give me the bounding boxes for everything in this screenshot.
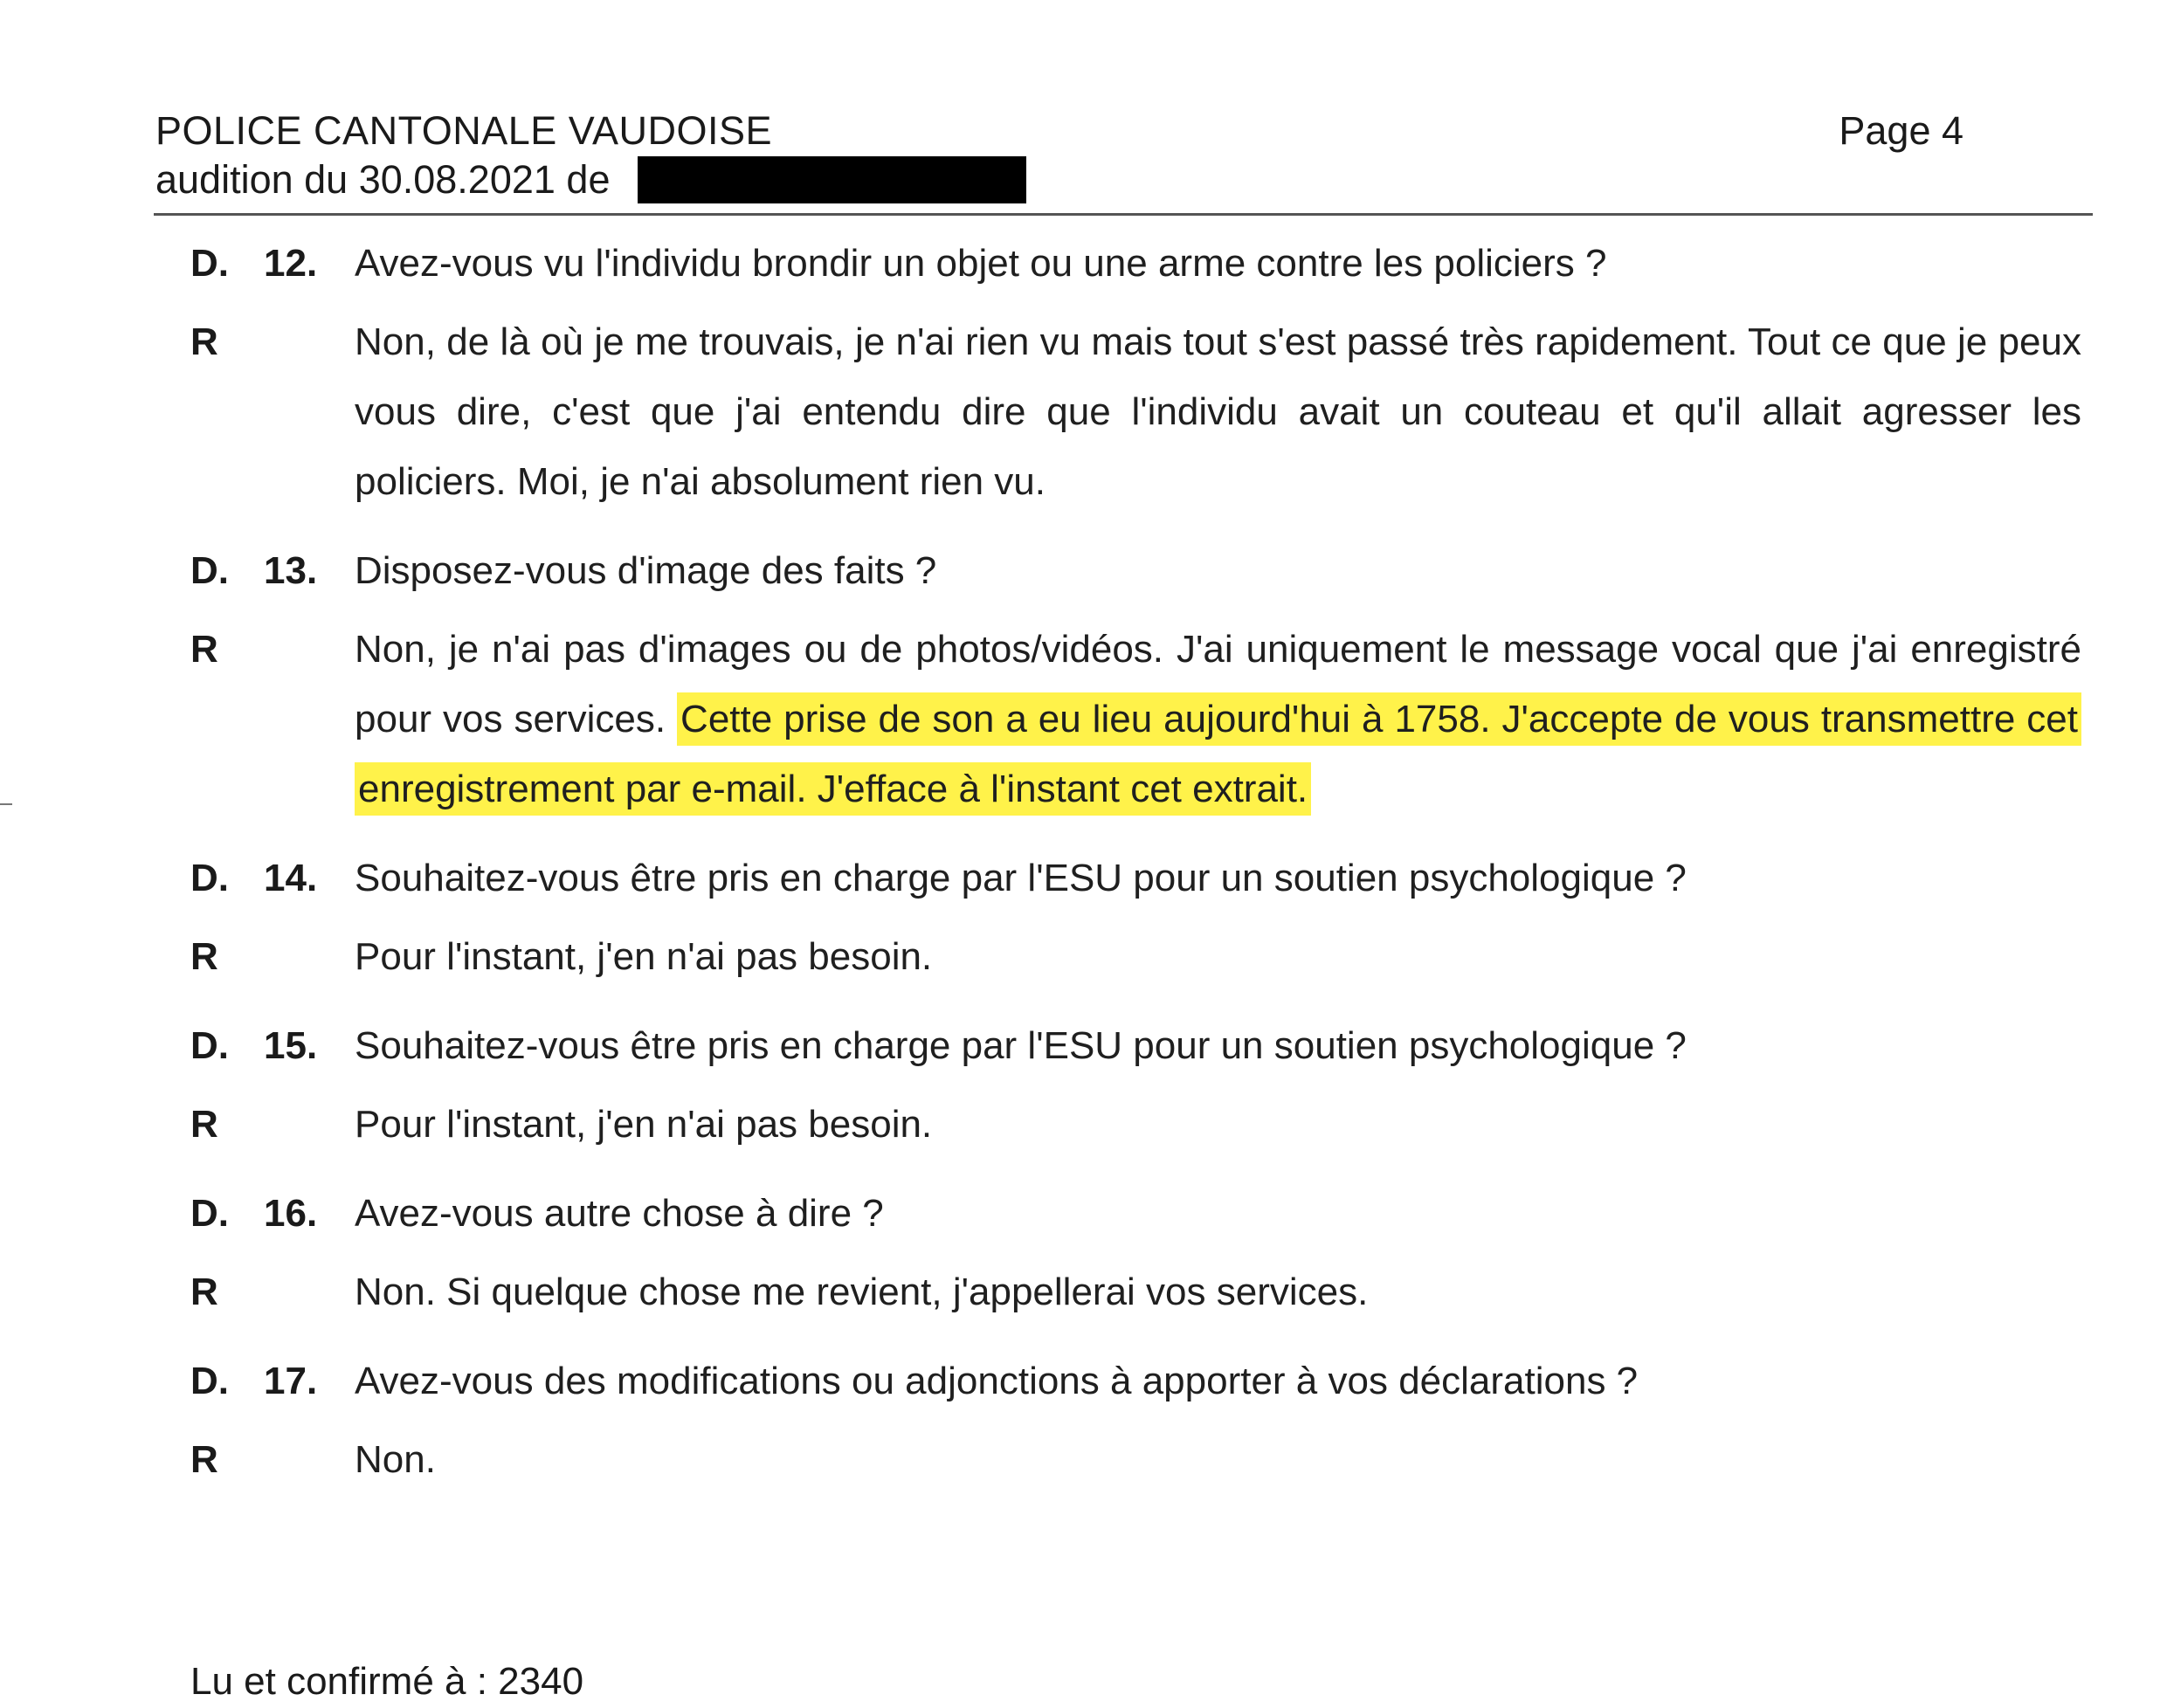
answer-row — [190, 615, 2081, 824]
question-marker: D. — [190, 857, 229, 899]
question-text: Souhaitez-vous être pris en charge par l'ESU pour un soutien psychologique ? — [355, 1024, 1687, 1067]
question-row — [190, 229, 2081, 299]
answer-text: Non, de là où je me trouvais, je n'ai rien vu mais tout s'est passé très rapidement. Tout ce que je peux vous dire, c'est que j'ai entendu dire que l'individu avait un couteau et qu'il allait agresser les policiers. Moi, je n'ai absolument rien vu. — [355, 320, 2081, 503]
answer-text: Non. — [355, 1438, 436, 1481]
organization-name: POLICE CANTONALE VAUDOISE — [155, 108, 773, 153]
answer-marker: R — [190, 1271, 218, 1313]
qa-entry-12 — [190, 229, 2081, 517]
question-text: Avez-vous vu l'individu brondir un objet ou une arme contre les policiers ? — [355, 242, 1607, 285]
answer-marker: R — [190, 935, 218, 978]
highlighted-answer-text: Cette prise de son a eu lieu aujourd'hui à 1758. J'accepte de vous transmettre cet enregistrement par e-mail. J'efface à l'instant cet extrait. — [355, 692, 2081, 816]
question-text: Avez-vous autre chose à dire ? — [355, 1192, 884, 1235]
question-number: 12. — [264, 242, 318, 285]
question-text: Disposez-vous d'image des faits ? — [355, 549, 937, 592]
question-row — [190, 1011, 2081, 1081]
answer-marker: R — [190, 320, 218, 363]
answer-row — [190, 1425, 2081, 1495]
question-number: 16. — [264, 1192, 318, 1235]
question-row — [190, 1346, 2081, 1416]
closing-confirmation: Lu et confirmé à : 2340 — [190, 1660, 584, 1703]
question-number: 13. — [264, 549, 318, 592]
qa-entry-14 — [190, 844, 2081, 992]
question-number: 17. — [264, 1360, 318, 1402]
question-text: Avez-vous des modifications ou adjonctions à apporter à vos déclarations ? — [355, 1360, 1639, 1402]
qa-entry-15 — [190, 1011, 2081, 1160]
audition-line — [155, 155, 1963, 204]
question-text: Souhaitez-vous être pris en charge par l'ESU pour un soutien psychologique ? — [355, 857, 1687, 899]
question-number: 15. — [264, 1024, 318, 1067]
qa-entry-16 — [190, 1179, 2081, 1327]
question-marker: D. — [190, 549, 229, 592]
answer-text: Pour l'instant, j'en n'ai pas besoin. — [355, 1103, 933, 1146]
qa-entry-13 — [190, 536, 2081, 824]
document-header — [155, 107, 1963, 204]
answer-row — [190, 1090, 2081, 1160]
question-row — [190, 536, 2081, 606]
margin-mark — [0, 803, 12, 805]
question-row — [190, 844, 2081, 913]
question-number: 14. — [264, 857, 318, 899]
question-marker: D. — [190, 1192, 229, 1235]
answer-text-block — [355, 615, 2081, 824]
redaction-block — [638, 156, 1026, 203]
question-marker: D. — [190, 1024, 229, 1067]
question-marker: D. — [190, 242, 229, 285]
qa-entry-17 — [190, 1346, 2081, 1495]
audition-label: audition du 30.08.2021 de — [155, 157, 611, 202]
answer-row — [190, 922, 2081, 992]
answer-row — [190, 307, 2081, 517]
answer-text: Non, je n'ai pas d'images ou de photos/vidéos. J'ai uniquement le message vocal que j'ai enregistré pour vos services. — [355, 628, 2081, 740]
answer-text: Pour l'instant, j'en n'ai pas besoin. — [355, 935, 933, 978]
answer-marker: R — [190, 628, 218, 671]
question-marker: D. — [190, 1360, 229, 1402]
page-number: Page 4 — [1839, 108, 1963, 153]
qa-list — [190, 229, 2081, 1514]
question-row — [190, 1179, 2081, 1249]
answer-marker: R — [190, 1438, 218, 1481]
answer-text: Non. Si quelque chose me revient, j'appellerai vos services. — [355, 1271, 1369, 1313]
answer-marker: R — [190, 1103, 218, 1146]
answer-row — [190, 1257, 2081, 1327]
header-divider — [154, 213, 2093, 216]
